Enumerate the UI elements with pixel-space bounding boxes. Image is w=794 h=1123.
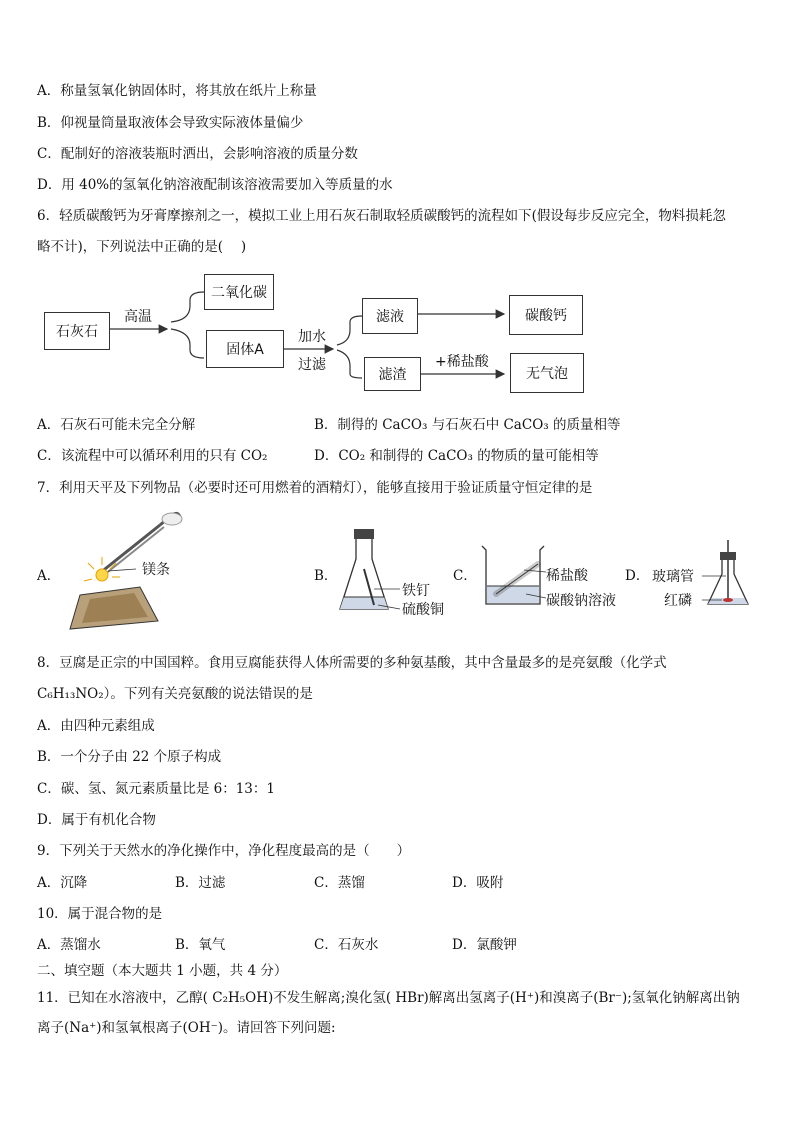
q10-option-a: A．蒸馏水 xyxy=(37,937,101,953)
brace-top-1 xyxy=(171,292,204,322)
q8-stem-line2 xyxy=(37,685,313,703)
q6-option-d: D．CO₂ 和制得的 CaCO₃ 的物质的量可能相等 xyxy=(314,448,599,464)
q8-stem-line2-rest: ）。下列有关亮氨酸的说法错误的是 xyxy=(103,686,313,702)
q7-option-a-letter: A． xyxy=(37,568,61,584)
box-residue: 滤渣 xyxy=(364,357,421,391)
q8-option-c: C．碳、氢、氮元素质量比是 6：13：1 xyxy=(37,781,275,797)
q7-stem: 7．利用天平及下列物品（必要时还可用燃着的酒精灯），能够直接用于验证质量守恒定律的是 xyxy=(37,480,593,496)
q7-a-label-mg: 镁条 xyxy=(142,562,170,578)
box-limestone: 石灰石 xyxy=(44,312,110,350)
brace-top-2 xyxy=(337,316,362,345)
section2-title: 二、填空题（本大题共 1 小题，共 4 分） xyxy=(37,963,288,979)
box-filtrate: 滤液 xyxy=(362,298,418,334)
q5-option-d: D．用 40%的氢氧化钠溶液配制该溶液需要加入等质量的水 xyxy=(37,177,393,193)
q7-b-illustration xyxy=(334,525,404,617)
q8-option-a: A．由四种元素组成 xyxy=(37,718,155,734)
hand-icon xyxy=(162,513,182,525)
q7-c-label-hcl: 稀盐酸 xyxy=(546,568,588,584)
q9-option-d: D．吸附 xyxy=(452,875,504,891)
q10-option-c: C．石灰水 xyxy=(314,937,379,953)
brace-bottom-1 xyxy=(171,329,204,358)
q7-a-illustration xyxy=(60,505,200,635)
box-solid-a: 固体A xyxy=(206,330,284,368)
q5-option-c: C．配制好的溶液装瓶时洒出，会影响溶液的质量分数 xyxy=(37,146,358,162)
stopper xyxy=(720,552,736,560)
red-phosphorus xyxy=(723,598,733,602)
q10-option-b: B．氧气 xyxy=(175,937,226,953)
q7-option-d-letter: D． xyxy=(625,568,650,584)
q10-stem: 10．属于混合物的是 xyxy=(37,906,163,922)
box-co2: 二氧化碳 xyxy=(204,274,274,310)
q7-option-b-letter: B． xyxy=(314,568,338,584)
label-add-hcl: +稀盐酸 xyxy=(435,354,489,370)
brace-bottom-2 xyxy=(337,350,362,378)
q10-option-d: D．氯酸钾 xyxy=(452,937,517,953)
label-filter: 过滤 xyxy=(298,357,326,373)
q7-c-illustration xyxy=(476,542,548,608)
q9-option-b: B．过滤 xyxy=(175,875,226,891)
q8-formula: C₆H₁₃NO₂ xyxy=(37,686,104,702)
q7-d-label-glass-tube: 玻璃管 xyxy=(652,569,694,585)
q9-stem: 9．下列关于天然水的净化操作中，净化程度最高的是（ ） xyxy=(37,843,411,859)
q6-stem-line2: 略不计)，下列说法中正确的是( ) xyxy=(37,239,247,255)
q7-d-label-red-p: 红磷 xyxy=(664,593,692,609)
flame-icon xyxy=(96,569,108,581)
q11-line2: 离子(Na⁺)和氢氧根离子(OH⁻)。请回答下列问题: xyxy=(37,1020,336,1036)
q7-option-c-letter: C． xyxy=(453,568,477,584)
box-caco3: 碳酸钙 xyxy=(509,295,583,335)
q7-b-label-cuso4: 硫酸铜 xyxy=(402,602,444,618)
flowchart-connectors xyxy=(0,0,794,400)
q7-b-label-nail: 铁钉 xyxy=(402,583,430,599)
q6-stem-line1: 6．轻质碳酸钙为牙膏摩擦剂之一，模拟工业上用石灰石制取轻质碳酸钙的流程如下(假设每步反应完全，物料损耗忽 xyxy=(37,208,726,224)
q8-option-d: D．属于有机化合物 xyxy=(37,812,156,828)
q11-line1: 11．已知在水溶液中，乙醇( C₂H₅OH)不发生解离;溴化氢( HBr)解离出氢离子(H⁺)和溴离子(Br⁻);氢氧化钠解离出钠 xyxy=(37,990,740,1006)
q7-d-illustration xyxy=(702,540,758,610)
box-no-bubble: 无气泡 xyxy=(510,353,584,393)
q5-option-b: B．仰视量筒量取液体会导致实际液体量偏少 xyxy=(37,115,304,131)
stopper xyxy=(354,529,374,539)
q6-option-c: C．该流程中可以循环利用的只有 CO₂ xyxy=(37,448,268,464)
q9-option-c: C．蒸馏 xyxy=(314,875,365,891)
q5-option-a: A．称量氢氧化钠固体时，将其放在纸片上称量 xyxy=(37,83,317,99)
q6-option-b: B．制得的 CaCO₃ 与石灰石中 CaCO₃ 的质量相等 xyxy=(314,417,621,433)
label-high-temp: 高温 xyxy=(124,309,152,325)
label-add-water: 加水 xyxy=(298,329,326,345)
q7-c-label-na2co3: 碳酸钠溶液 xyxy=(546,593,616,609)
q9-option-a: A．沉降 xyxy=(37,875,88,891)
q8-option-b: B．一个分子由 22 个原子构成 xyxy=(37,749,222,765)
q6-option-a: A．石灰石可能未完全分解 xyxy=(37,417,196,433)
q8-stem-line1: 8．豆腐是正宗的中国国粹。食用豆腐能获得人体所需要的多种氨基酸，其中含量最多的是亮氨酸（化学式 xyxy=(37,655,667,671)
